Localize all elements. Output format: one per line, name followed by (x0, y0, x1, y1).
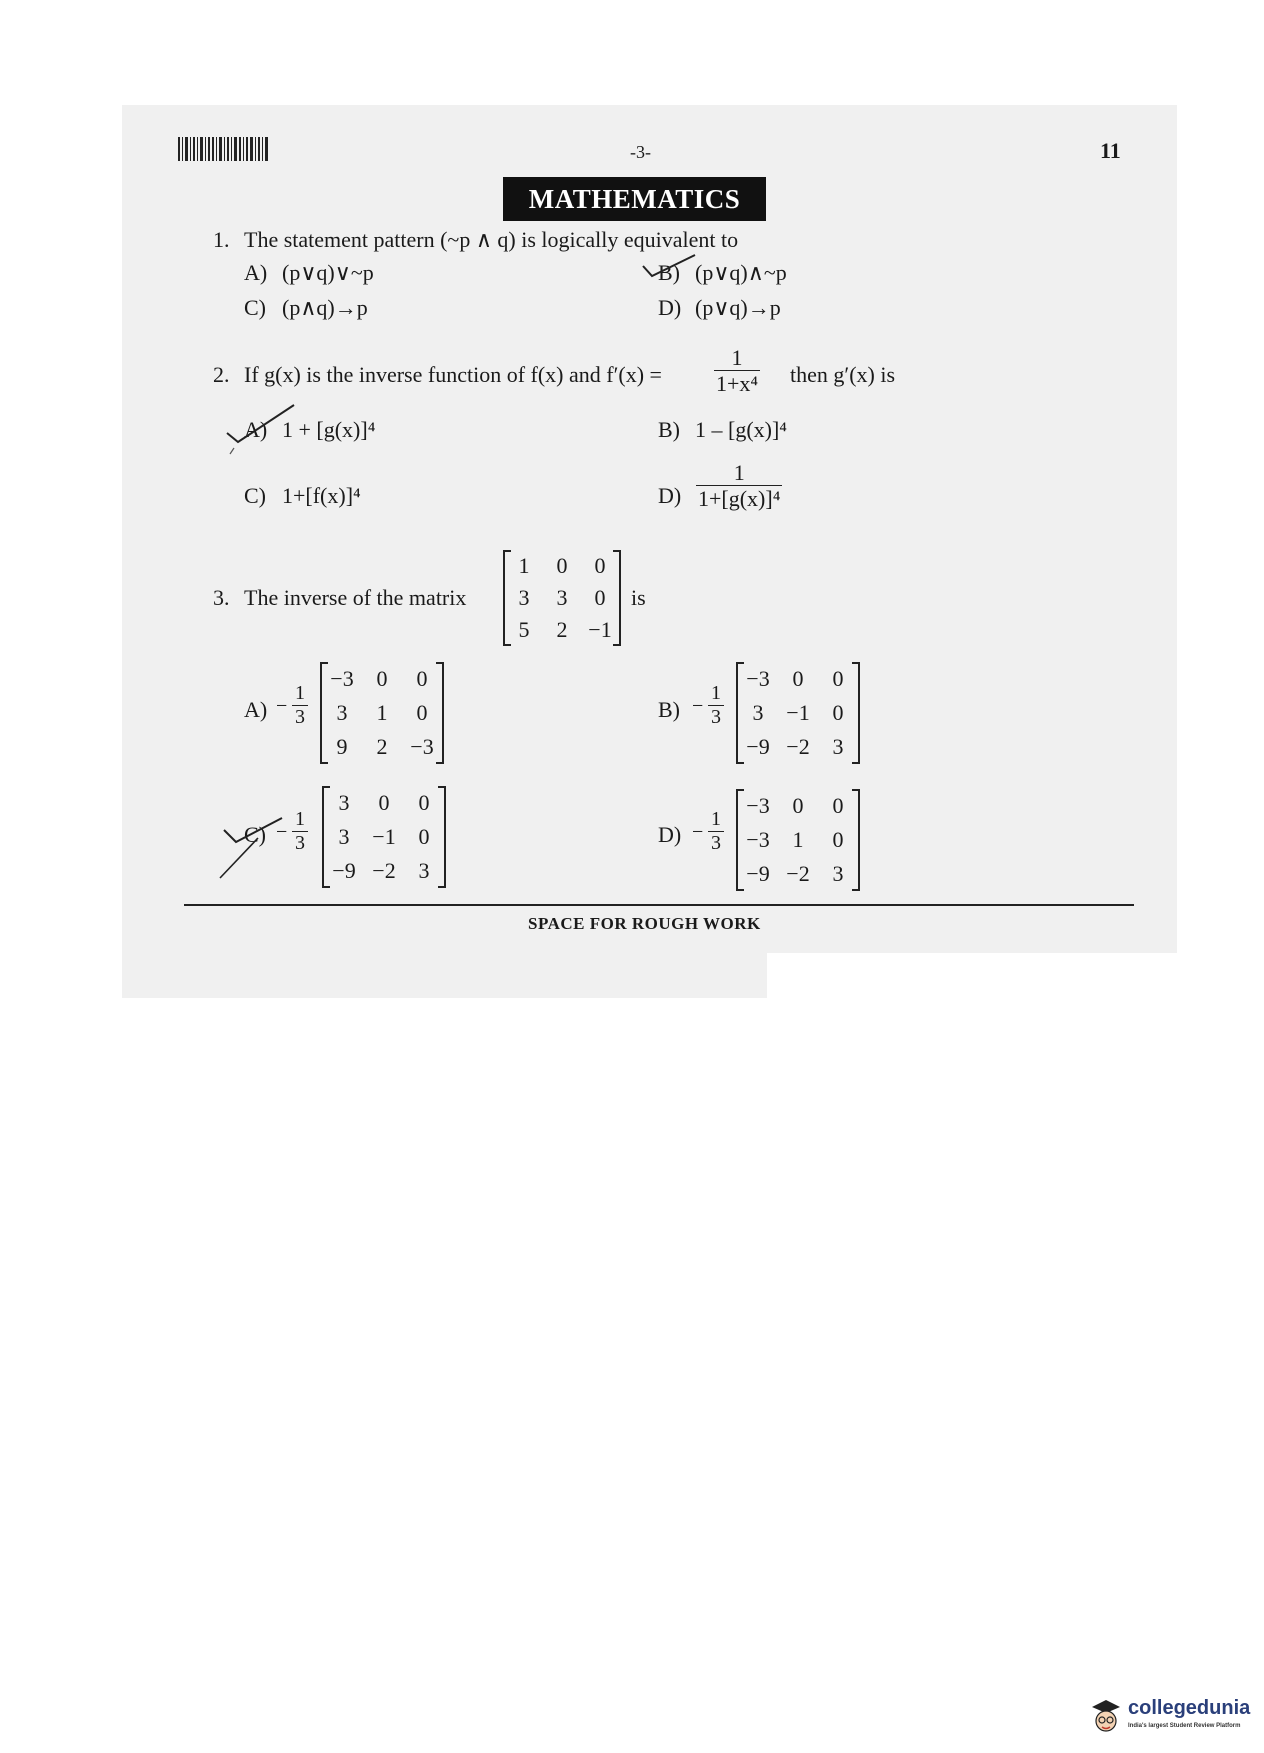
coefficient-numerator: 1 (708, 682, 724, 706)
option-b-matrix (736, 662, 860, 764)
matrix-cell: 0 (418, 824, 430, 849)
option-text: (p∨q)∨~p (282, 260, 374, 285)
matrix-cell: 0 (832, 666, 844, 691)
barcode-icon (178, 137, 268, 161)
coefficient-numerator: 1 (292, 682, 308, 706)
question-2-fraction (714, 345, 760, 397)
matrix-cell: −2 (786, 861, 810, 886)
brand-logo (1088, 1693, 1258, 1741)
matrix-cell: −2 (372, 858, 396, 883)
mascot-icon (1088, 1697, 1124, 1737)
matrix-cell: 1 (376, 700, 388, 725)
fraction-numerator: 1 (714, 345, 760, 371)
option-text: 1 – [g(x)]⁴ (695, 417, 787, 442)
matrix-cell: 0 (594, 585, 606, 610)
page-number: 11 (1100, 138, 1121, 163)
question-3-number: 3. (213, 585, 230, 610)
matrix-cell: −3 (330, 666, 354, 691)
pen-tick-mark (218, 808, 288, 882)
question-3-matrix (503, 550, 621, 646)
option-text: (p∨q)→p (695, 295, 781, 320)
fraction-denominator: 1+x⁴ (716, 371, 759, 397)
matrix-cell: 5 (518, 617, 530, 642)
matrix-cell: 3 (338, 824, 350, 849)
question-3-text: The inverse of the matrix (244, 585, 467, 610)
matrix-cell: 2 (556, 617, 568, 642)
matrix-cell: 3 (418, 858, 430, 883)
matrix-cell: 0 (832, 827, 844, 852)
matrix-cell: 3 (336, 700, 348, 725)
option-coefficient (692, 682, 724, 729)
matrix-cell: 0 (556, 553, 568, 578)
pen-tick-mark (224, 400, 299, 456)
matrix-cell: 3 (752, 700, 764, 725)
matrix-cell: 0 (378, 790, 390, 815)
matrix-cell: 1 (518, 553, 530, 578)
pen-tick-mark (640, 252, 700, 282)
matrix-cell: −3 (746, 666, 770, 691)
matrix-cell: 0 (792, 666, 804, 691)
option-label: A) (244, 417, 268, 442)
option-d-matrix (736, 789, 860, 891)
coefficient-sign: − (692, 821, 704, 843)
matrix-cell: −3 (410, 734, 434, 759)
matrix-cell: −3 (746, 793, 770, 818)
option-label: D) (658, 295, 682, 320)
matrix-cell: 0 (418, 790, 430, 815)
option-label: D) (658, 483, 682, 508)
matrix-cell: −1 (786, 700, 810, 725)
divider-rule (184, 904, 1134, 906)
option-label: B) (658, 417, 680, 442)
option-text: 1+[f(x)]⁴ (282, 483, 361, 508)
option-a-matrix (320, 662, 444, 764)
coefficient-numerator: 1 (292, 808, 308, 832)
matrix-cell: 0 (792, 793, 804, 818)
option-text: (p∧q)→p (282, 295, 368, 320)
coefficient-denominator: 3 (295, 832, 305, 854)
matrix-cell: 0 (376, 666, 388, 691)
matrix-cell: 9 (336, 734, 348, 759)
option-text: (p∨q)∧~p (695, 260, 787, 285)
matrix-cell: 0 (832, 793, 844, 818)
coefficient-sign: − (276, 695, 288, 717)
coefficient-denominator: 3 (711, 706, 721, 728)
question-3-text-after: is (631, 585, 646, 610)
matrix-cell: 3 (518, 585, 530, 610)
matrix-cell: 2 (376, 734, 388, 759)
scanned-page-edge (122, 953, 767, 998)
matrix-cell: 3 (338, 790, 350, 815)
matrix-cell: −9 (746, 861, 770, 886)
matrix-cell: 0 (416, 666, 428, 691)
rough-work-label: SPACE FOR ROUGH WORK (528, 914, 761, 933)
matrix-cell: −9 (332, 858, 356, 883)
matrix-cell: −2 (786, 734, 810, 759)
question-2-text-after: then g′(x) is (790, 362, 896, 387)
brand-name: collegedunia (1128, 1697, 1251, 1719)
option-c-matrix (322, 786, 446, 888)
matrix-cell: 3 (832, 861, 844, 886)
option-label: D) (658, 822, 682, 847)
question-2-number: 2. (213, 362, 230, 387)
option-label: B) (658, 260, 680, 285)
option-fraction (696, 460, 782, 512)
option-coefficient (276, 682, 308, 729)
fraction-numerator: 1 (696, 460, 782, 486)
subject-banner: MATHEMATICS (503, 177, 766, 221)
option-label: B) (658, 697, 680, 722)
coefficient-sign: − (276, 821, 288, 843)
option-label: C) (244, 483, 266, 508)
question-2-text: If g(x) is the inverse function of f(x) and f′(x) = (244, 362, 662, 387)
coefficient-denominator: 3 (711, 832, 721, 854)
option-coefficient (692, 808, 724, 855)
page-label: -3- (630, 142, 651, 162)
option-label: A) (244, 697, 268, 722)
matrix-cell: 0 (416, 700, 428, 725)
matrix-cell: −9 (746, 734, 770, 759)
matrix-cell: −1 (588, 617, 612, 642)
matrix-cell: 0 (594, 553, 606, 578)
question-1-text: The statement pattern (~p ∧ q) is logically equivalent to (244, 227, 739, 252)
matrix-cell: 3 (556, 585, 568, 610)
brand-tagline: India's largest Student Review Platform (1128, 1723, 1241, 1729)
option-label: C) (244, 822, 266, 847)
question-1-number: 1. (213, 227, 230, 252)
matrix-cell: −3 (746, 827, 770, 852)
coefficient-sign: − (692, 695, 704, 717)
coefficient-numerator: 1 (708, 808, 724, 832)
matrix-cell: 1 (792, 827, 804, 852)
matrix-cell: 3 (832, 734, 844, 759)
fraction-denominator: 1+[g(x)]⁴ (698, 486, 781, 512)
option-label: C) (244, 295, 266, 320)
matrix-cell: −1 (372, 824, 396, 849)
option-label: A) (244, 260, 268, 285)
option-text: 1 + [g(x)]⁴ (282, 417, 376, 442)
matrix-cell: 0 (832, 700, 844, 725)
coefficient-denominator: 3 (295, 706, 305, 728)
